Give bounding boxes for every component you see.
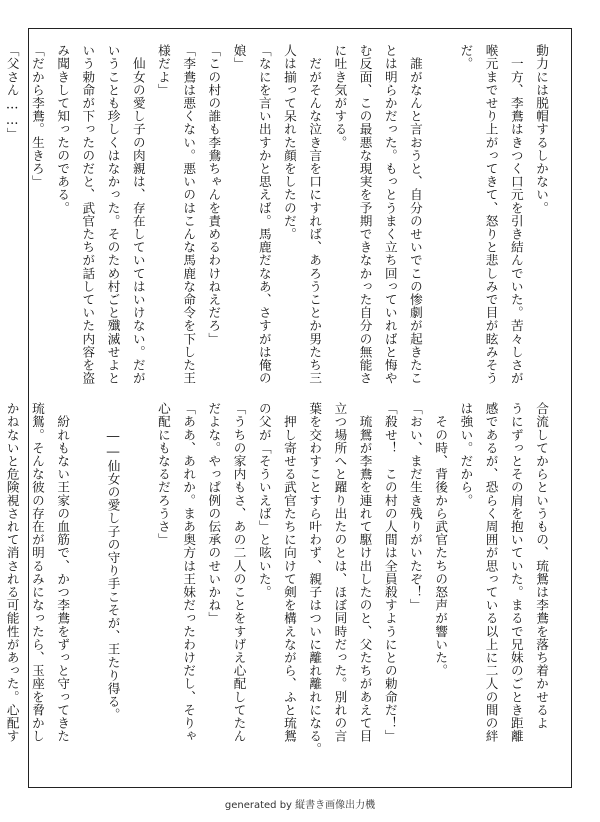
text-line: いうことも珍しくはなかった。そのため村ごと殲滅せよと [105, 44, 121, 385]
text-line: ――仙女の愛し子の守り手こそが、王たり得る。 [105, 402, 121, 722]
text-line: 琉鴛が李鴦を連れて駆け出したのと、父たちがあえて目 [357, 402, 373, 743]
text-line: 「殺せ！ この村の人間は全員殺すようにとの勅命だ！」 [382, 402, 398, 743]
text-line: 人は揃って呆れた顔をしたのだ。 [281, 44, 297, 241]
text-line: いう勅命が下ったのだと、武官たちが話していた内容を盗 [80, 44, 96, 385]
text-line: 合流してからというもの、琉鴛は李鴦を落ち着かせるよ [534, 402, 549, 730]
text-line: 娘」 [231, 44, 247, 71]
lower-text-block [0, 402, 554, 758]
text-line: 立つ場所へと躍り出たのとは、ほぼ同時だった。別れの言 [332, 402, 348, 743]
text-line: 心配にもなるだろうさ」 [155, 402, 171, 547]
text-line: 仙女の愛し子の肉親は、存在していてはいけない。だが [130, 44, 146, 385]
text-line: 感であるが、恐らく周囲が思っている以上に二人の間の絆 [483, 402, 499, 743]
text-line: 一方、李鴦はきつく口元を引き結んでいた。苦々しさが [508, 44, 524, 385]
text-line: 琉鴛。そんな彼の存在が明るみになったら、玉座を脅かし [29, 402, 45, 743]
text-line: 様だよ」 [155, 44, 171, 97]
text-line: 「この村の誰も李鴦ちゃんを責めるわけねえだろ」 [206, 44, 222, 346]
text-line: 誰がなんと言おうと、自分のせいでこの惨劇が起きたこ [407, 44, 423, 385]
text-line: 動力には脱帽するしかない。 [534, 44, 549, 215]
upper-text-block [0, 44, 554, 385]
text-line: うにずっとその肩を抱いていた。まるで兄妹のごとき距離 [508, 402, 524, 743]
text-line: 押し寄せる武官たちに向けて剣を構えながら、ふと琉鴛 [281, 402, 297, 743]
text-line [428, 44, 453, 374]
text-line: 「父さん……」 [4, 44, 20, 141]
text-line: に吐き気がする。 [332, 44, 348, 149]
text-line: 「うちの家内もさ、あの二人のことをすげえ心配してたん [231, 402, 247, 743]
text-line [126, 402, 151, 758]
text-line: その時、背後から武官たちの怒声が響いた。 [433, 402, 449, 678]
text-line: だがそんな泣き言を口にすれば、あろうことか男たち三 [307, 44, 323, 385]
text-line: だ。 [458, 44, 474, 71]
text-line: 「李鴦は悪くない。悪いのはこんな馬鹿な命令を下した王 [181, 44, 197, 385]
text-line: む反面、この最悪な現実を予期できなかった自分の無能さ [357, 44, 373, 385]
text-line: 「おい、まだ生き残りがいたぞ！」 [407, 402, 423, 612]
text-line: 喉元までせり上がってきて、怒りと悲しみで目が眩みそう [483, 44, 499, 385]
text-line: 「ああ、あれか。まあ奥方は王妹だったわけだし、そりゃ [181, 402, 197, 743]
generator-footer: generated by 縦書き画像出力機 [224, 800, 376, 811]
text-line: 葉を交わすことすら叶わず、親子はついに離れ離れになる。 [307, 402, 323, 756]
text-line: は強い。だから。 [458, 402, 474, 507]
text-line: とは明らかだった。もっとうまく立ち回っていればと悔や [382, 44, 398, 385]
text-line: み聞きして知ったのである。 [55, 44, 71, 215]
text-line: 「だから李鴦。生きろ」 [29, 44, 45, 189]
text-line: かねないと危険視されて消される可能性があった。心配す [4, 402, 20, 743]
text-line: 「なにを言い出すかと思えば。馬鹿だなあ、さすがは俺の [256, 44, 272, 385]
text-line: の父が「そういえば」と呟いた。 [256, 402, 272, 599]
text-line [75, 402, 100, 758]
text-line: 紛れもない王家の血筋で、かつ李鴦をずっと守ってきた [55, 402, 71, 743]
text-line: だよな。やっぱ例の伝承のせいかね」 [206, 402, 222, 625]
